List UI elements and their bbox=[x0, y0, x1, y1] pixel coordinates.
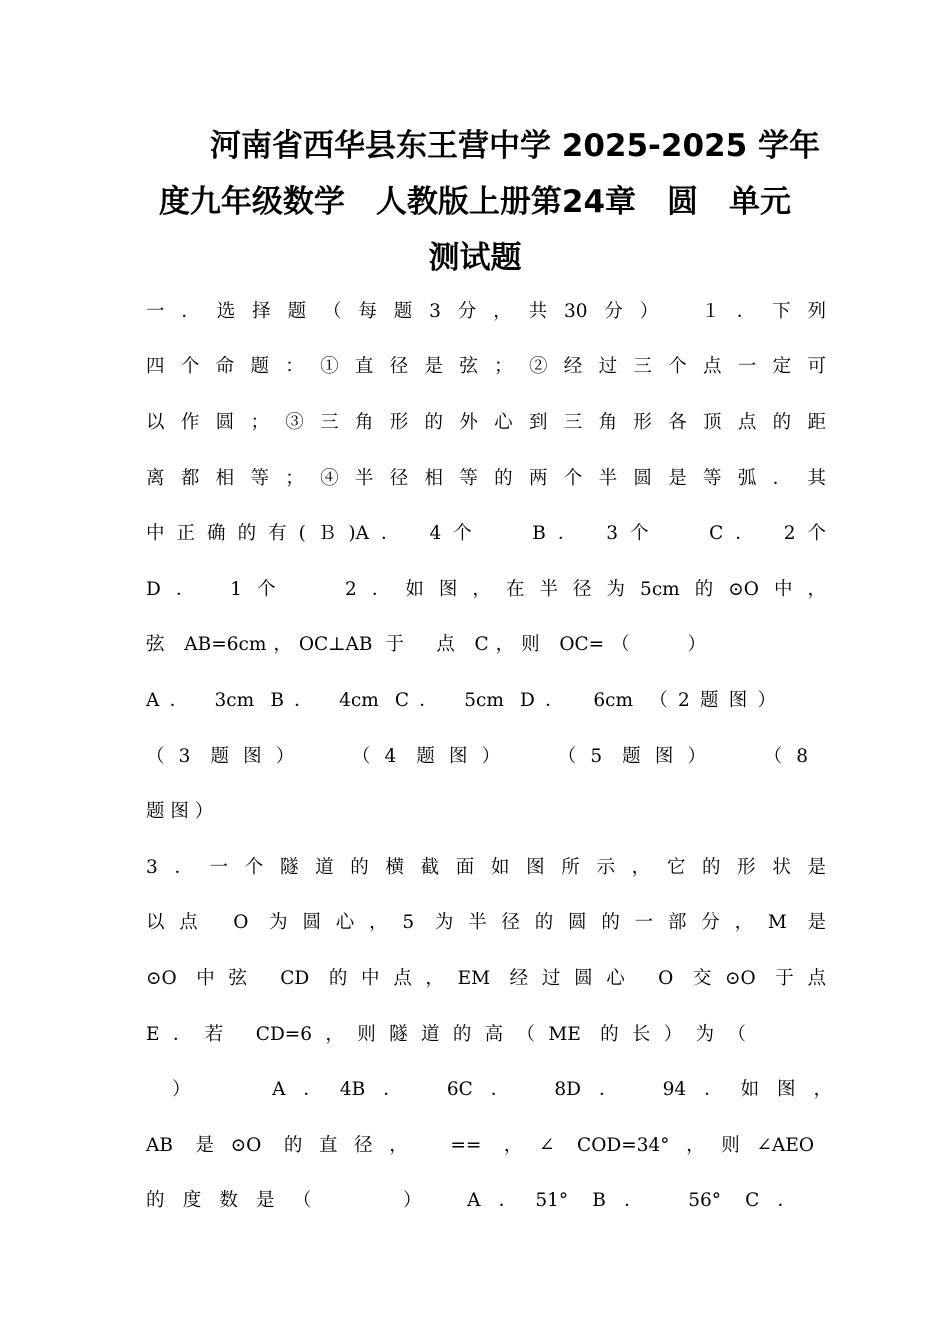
body-line-11: 3．一个隧道的横截面如图所示，它的形状是 bbox=[146, 857, 826, 878]
document-title-line-2: 度九年级数学 人教版上册第24章 圆 单元 bbox=[158, 184, 792, 220]
document-title-line-1: 河南省西华县东王营中学 2025-2025 学年 bbox=[209, 128, 820, 164]
body-line-15: ） A．4B． 6C． 8D． 94．如图， bbox=[172, 1079, 832, 1100]
body-line-13: ⊙O 中弦 CD 的中点，EM 经过圆心 O 交⊙O 于点 bbox=[146, 968, 826, 989]
body-line-2: 四个命题：①直径是弦；②经过三个点一定可 bbox=[146, 356, 826, 377]
body-line-12: 以点 O 为圆心，5 为半径的圆的一部分，M 是 bbox=[146, 912, 826, 933]
document-title-line-3: 测试题 bbox=[428, 240, 522, 276]
body-line-3: 以作圆；③三角形的外心到三角形各顶点的距 bbox=[146, 412, 826, 433]
body-line-9: （3 题图） （4 题图） （5 题图） （8 bbox=[146, 746, 808, 767]
body-line-16: AB 是⊙O 的直径， == ，∠ COD=34°，则∠AEO bbox=[146, 1135, 814, 1156]
body-line-5: 中正确的有(Ｂ)A． 4个 B． 3个 C． 2个 bbox=[146, 523, 826, 544]
body-line-4: 离都相等；④半径相等的两个半圆是等弧．其 bbox=[146, 468, 826, 489]
body-line-6: D． 1个 2．如图，在半径为5cm的⊙O中， bbox=[146, 579, 826, 600]
body-line-10: 题 图 ） bbox=[146, 801, 214, 822]
body-line-14: E．若 CD=6，则隧道的高（ME 的长）为（ bbox=[146, 1024, 746, 1045]
body-line-17: 的度数是（ ） A．51° B． 56° C． bbox=[146, 1190, 796, 1211]
body-line-7: 弦 AB=6cm，OC⊥AB 于 点 C，则 OC=（ ） bbox=[146, 634, 706, 655]
body-line-8: A． 3cm B． 4cm C． 5cm D． 6cm （2题图） bbox=[146, 690, 776, 711]
body-line-1: 一．选择题（每题3分，共30分） １．下列 bbox=[146, 301, 826, 322]
